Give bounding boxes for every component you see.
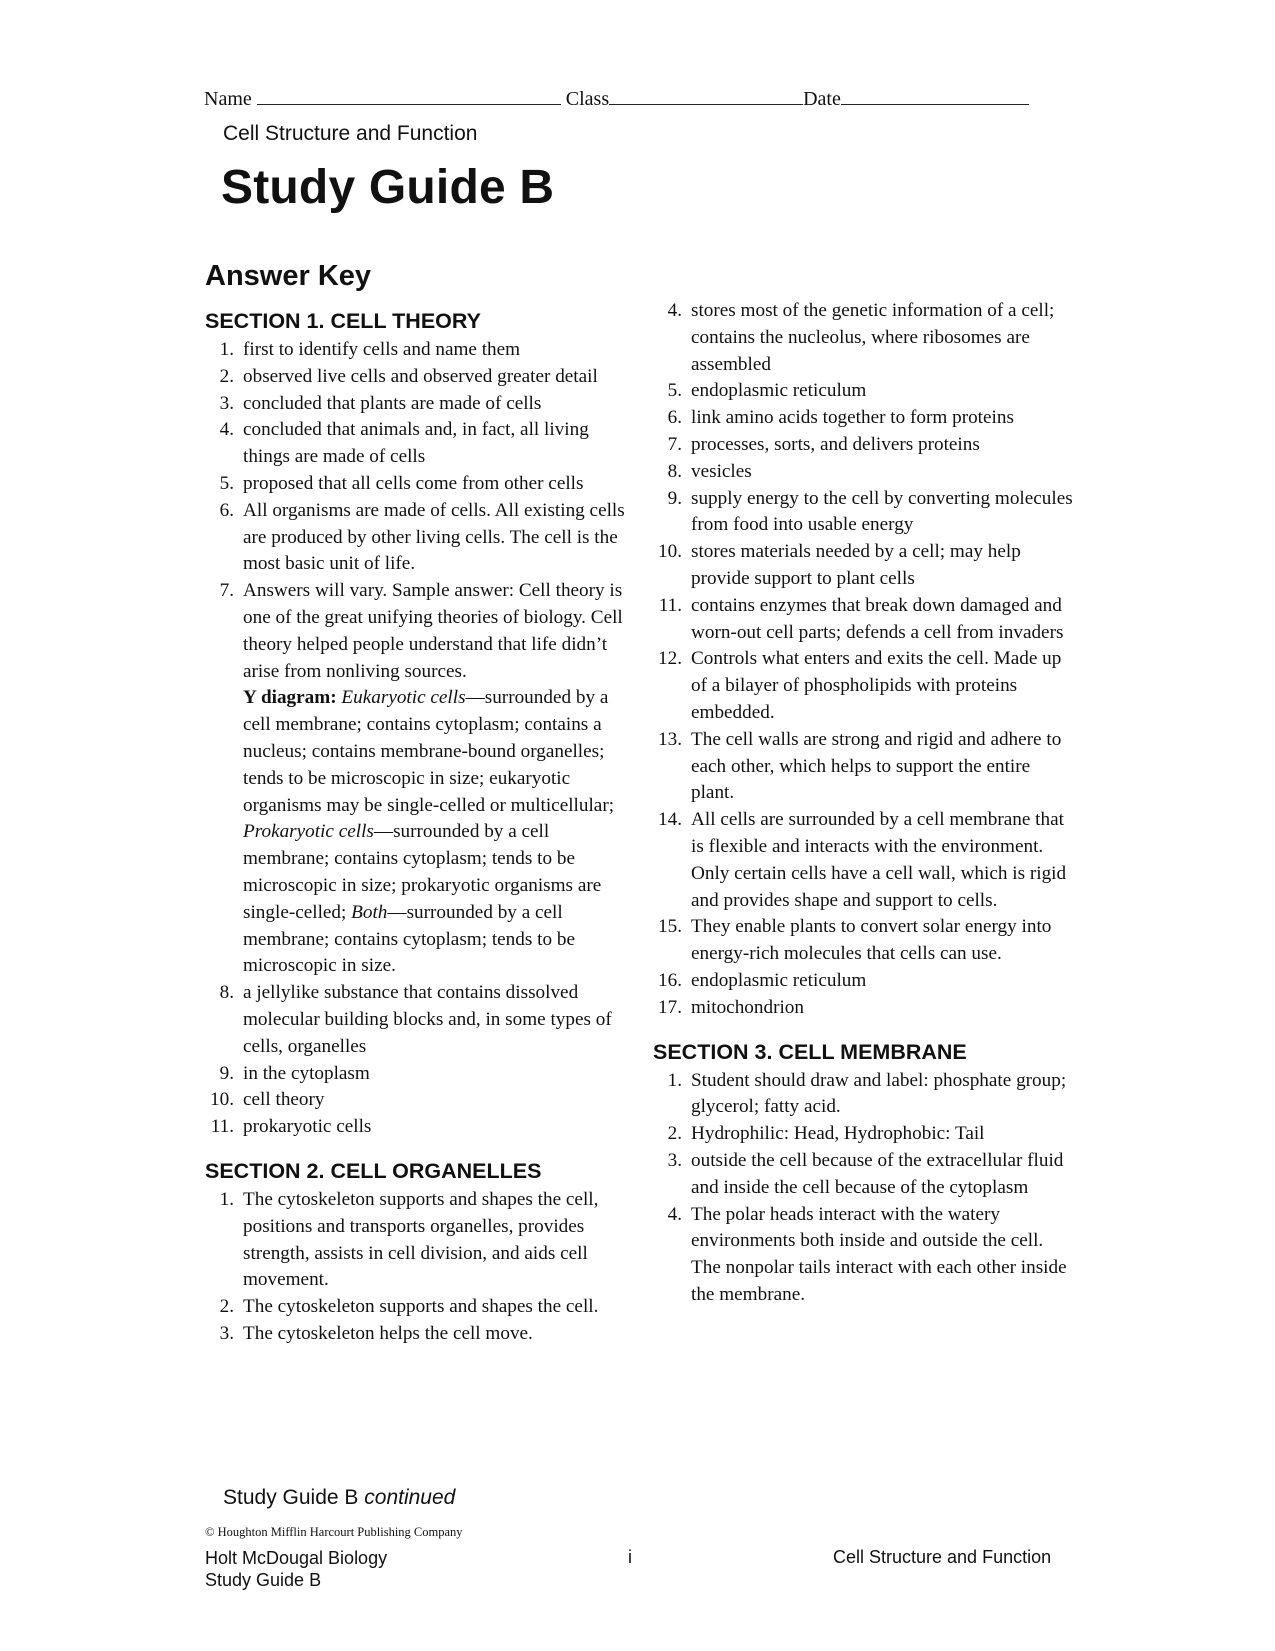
list-item: 4. stores most of the genetic information of a cell; contains the nucleolus, where ribosomes are assembled: [667, 300, 1055, 375]
page-title: Study Guide B: [221, 161, 555, 214]
list-item: 8. a jellylike substance that contains dissolved molecular building blocks and, in some types of cells, organelles: [219, 982, 612, 1057]
list-item: 3. The cytoskeleton helps the cell move.: [219, 1322, 533, 1344]
answer-key-heading: Answer Key: [205, 260, 372, 292]
list-item: 1. Student should draw and label: phosphate group; glycerol; fatty acid.: [667, 1069, 1067, 1118]
list-item: 5. proposed that all cells come from other cells: [219, 472, 584, 494]
list-item: 3. concluded that plants are made of cells: [219, 392, 542, 414]
list-item: 2. Hydrophilic: Head, Hydrophobic: Tail: [667, 1123, 985, 1145]
date-label: Date: [803, 88, 841, 110]
footer-book-title: Holt McDougal Biology Study Guide B: [205, 1548, 388, 1590]
list-item: 6. link amino acids together to form proteins: [667, 407, 1014, 429]
list-item: 12. Controls what enters and exits the cell. Made up of a bilayer of phospholipids with proteins embedded.: [658, 648, 1062, 723]
y-diagram-answer: Y diagram: Eukaryotic cells—surrounded by a cell membrane; contains cytoplasm; contains a nucleus; contains membrane-bound organelles; tends to be microscopic in size; eukaryotic organisms may be single-celled or multicellular; Prokaryotic cells—surrounded by a cell membrane; contains cytoplasm; tends to be microscopic in size; prokaryotic organisms are single-celled; Both—surrounded by a cell membrane; contains cytoplasm; tends to be microscopic in size.: [243, 687, 615, 977]
copyright-notice: © Houghton Mifflin Harcourt Publishing Company: [205, 1525, 463, 1539]
list-item: 1. first to identify cells and name them: [219, 339, 521, 360]
section2-heading: SECTION 2. CELL ORGANELLES: [205, 1158, 542, 1183]
list-item: 4. concluded that animals and, in fact, all living things are made of cells: [219, 419, 589, 468]
left-column: [205, 306, 625, 1348]
list-item: 11. prokaryotic cells: [210, 1116, 372, 1138]
date-blank: [841, 86, 1029, 105]
list-item: 13. The cell walls are strong and rigid and adhere to each other, which helps to support the entire plant.: [658, 728, 1062, 804]
section2-list-part1: [205, 1187, 625, 1348]
section1-heading: SECTION 1. CELL THEORY: [205, 309, 481, 333]
list-item: 10. cell theory: [210, 1089, 325, 1111]
section3-list: [653, 1068, 1073, 1309]
list-item: 2. The cytoskeleton supports and shapes the cell.: [219, 1296, 599, 1318]
class-blank: [609, 86, 803, 105]
right-column: [653, 298, 1073, 1309]
name-label: Name: [204, 88, 252, 110]
list-item: 4. The polar heads interact with the watery environments both inside and outside the cell. The nonpolar tails interact with each other inside the membrane.: [667, 1203, 1067, 1305]
list-item: 2. observed live cells and observed greater detail: [219, 365, 598, 387]
page-number: i: [628, 1547, 632, 1567]
subject-label: Cell Structure and Function: [223, 122, 478, 145]
list-item: 5. endoplasmic reticulum: [667, 380, 867, 402]
list-item: 8. vesicles: [667, 460, 752, 482]
list-item: 6. All organisms are made of cells. All existing cells are produced by other living cells. The cell is the most basic unit of life.: [219, 499, 625, 575]
name-blank: [257, 86, 561, 105]
list-item: 9. in the cytoplasm: [219, 1062, 370, 1084]
list-item: 3. outside the cell because of the extracellular fluid and inside the cell because of the cytoplasm: [667, 1149, 1064, 1198]
section2-list-part2: [653, 298, 1073, 1022]
list-item: 10. stores materials needed by a cell; may help provide support to plant cells: [658, 541, 1021, 589]
footer-chapter-title: Cell Structure and Function: [833, 1547, 1052, 1567]
list-item: 17. mitochondrion: [658, 996, 804, 1018]
name-class-date-line: [204, 86, 1029, 111]
list-item: 16. endoplasmic reticulum: [658, 969, 867, 991]
list-item: 7. Answers will vary. Sample answer: Cell theory is one of the great unifying theories of biology. Cell theory helped people understand that life didn’t arise from nonliving sources. Y diagram: Eukaryotic cells—surrounded by a cell membrane; contains cytoplasm; contains a nucleus; contains membrane-bound organelles; tends to be microscopic in size; eukaryotic organisms may be single-celled or multicellular; Prokaryotic cells—surrounded by a cell membrane; contains cytoplasm; tends to be microscopic in size; prokaryotic organisms are single-celled; Both—surrounded by a cell membrane; contains cytoplasm; tends to be microscopic in size.: [219, 580, 623, 977]
list-item: 11. contains enzymes that break down damaged and worn-out cell parts; defends a cell from invaders: [658, 594, 1064, 643]
list-item: 7. processes, sorts, and delivers proteins: [667, 433, 980, 455]
class-label: Class: [565, 88, 610, 110]
list-item: 14. All cells are surrounded by a cell membrane that is flexible and interacts with the environment. Only certain cells have a cell wall, which is rigid and provides shape and support to cells.: [658, 809, 1067, 911]
list-item: 9. supply energy to the cell by converting molecules from food into usable energy: [667, 487, 1073, 536]
list-item: 15. They enable plants to convert solar energy into energy-rich molecules that cells can use.: [658, 916, 1052, 965]
continued-label: Study Guide B continued: [223, 1486, 456, 1509]
section3-heading: SECTION 3. CELL MEMBRANE: [653, 1039, 967, 1064]
list-item: 1. The cytoskeleton supports and shapes the cell, positions and transports organelles, provides strength, assists in cell division, and aids cell movement.: [219, 1188, 599, 1291]
section1-list: [205, 337, 625, 1141]
